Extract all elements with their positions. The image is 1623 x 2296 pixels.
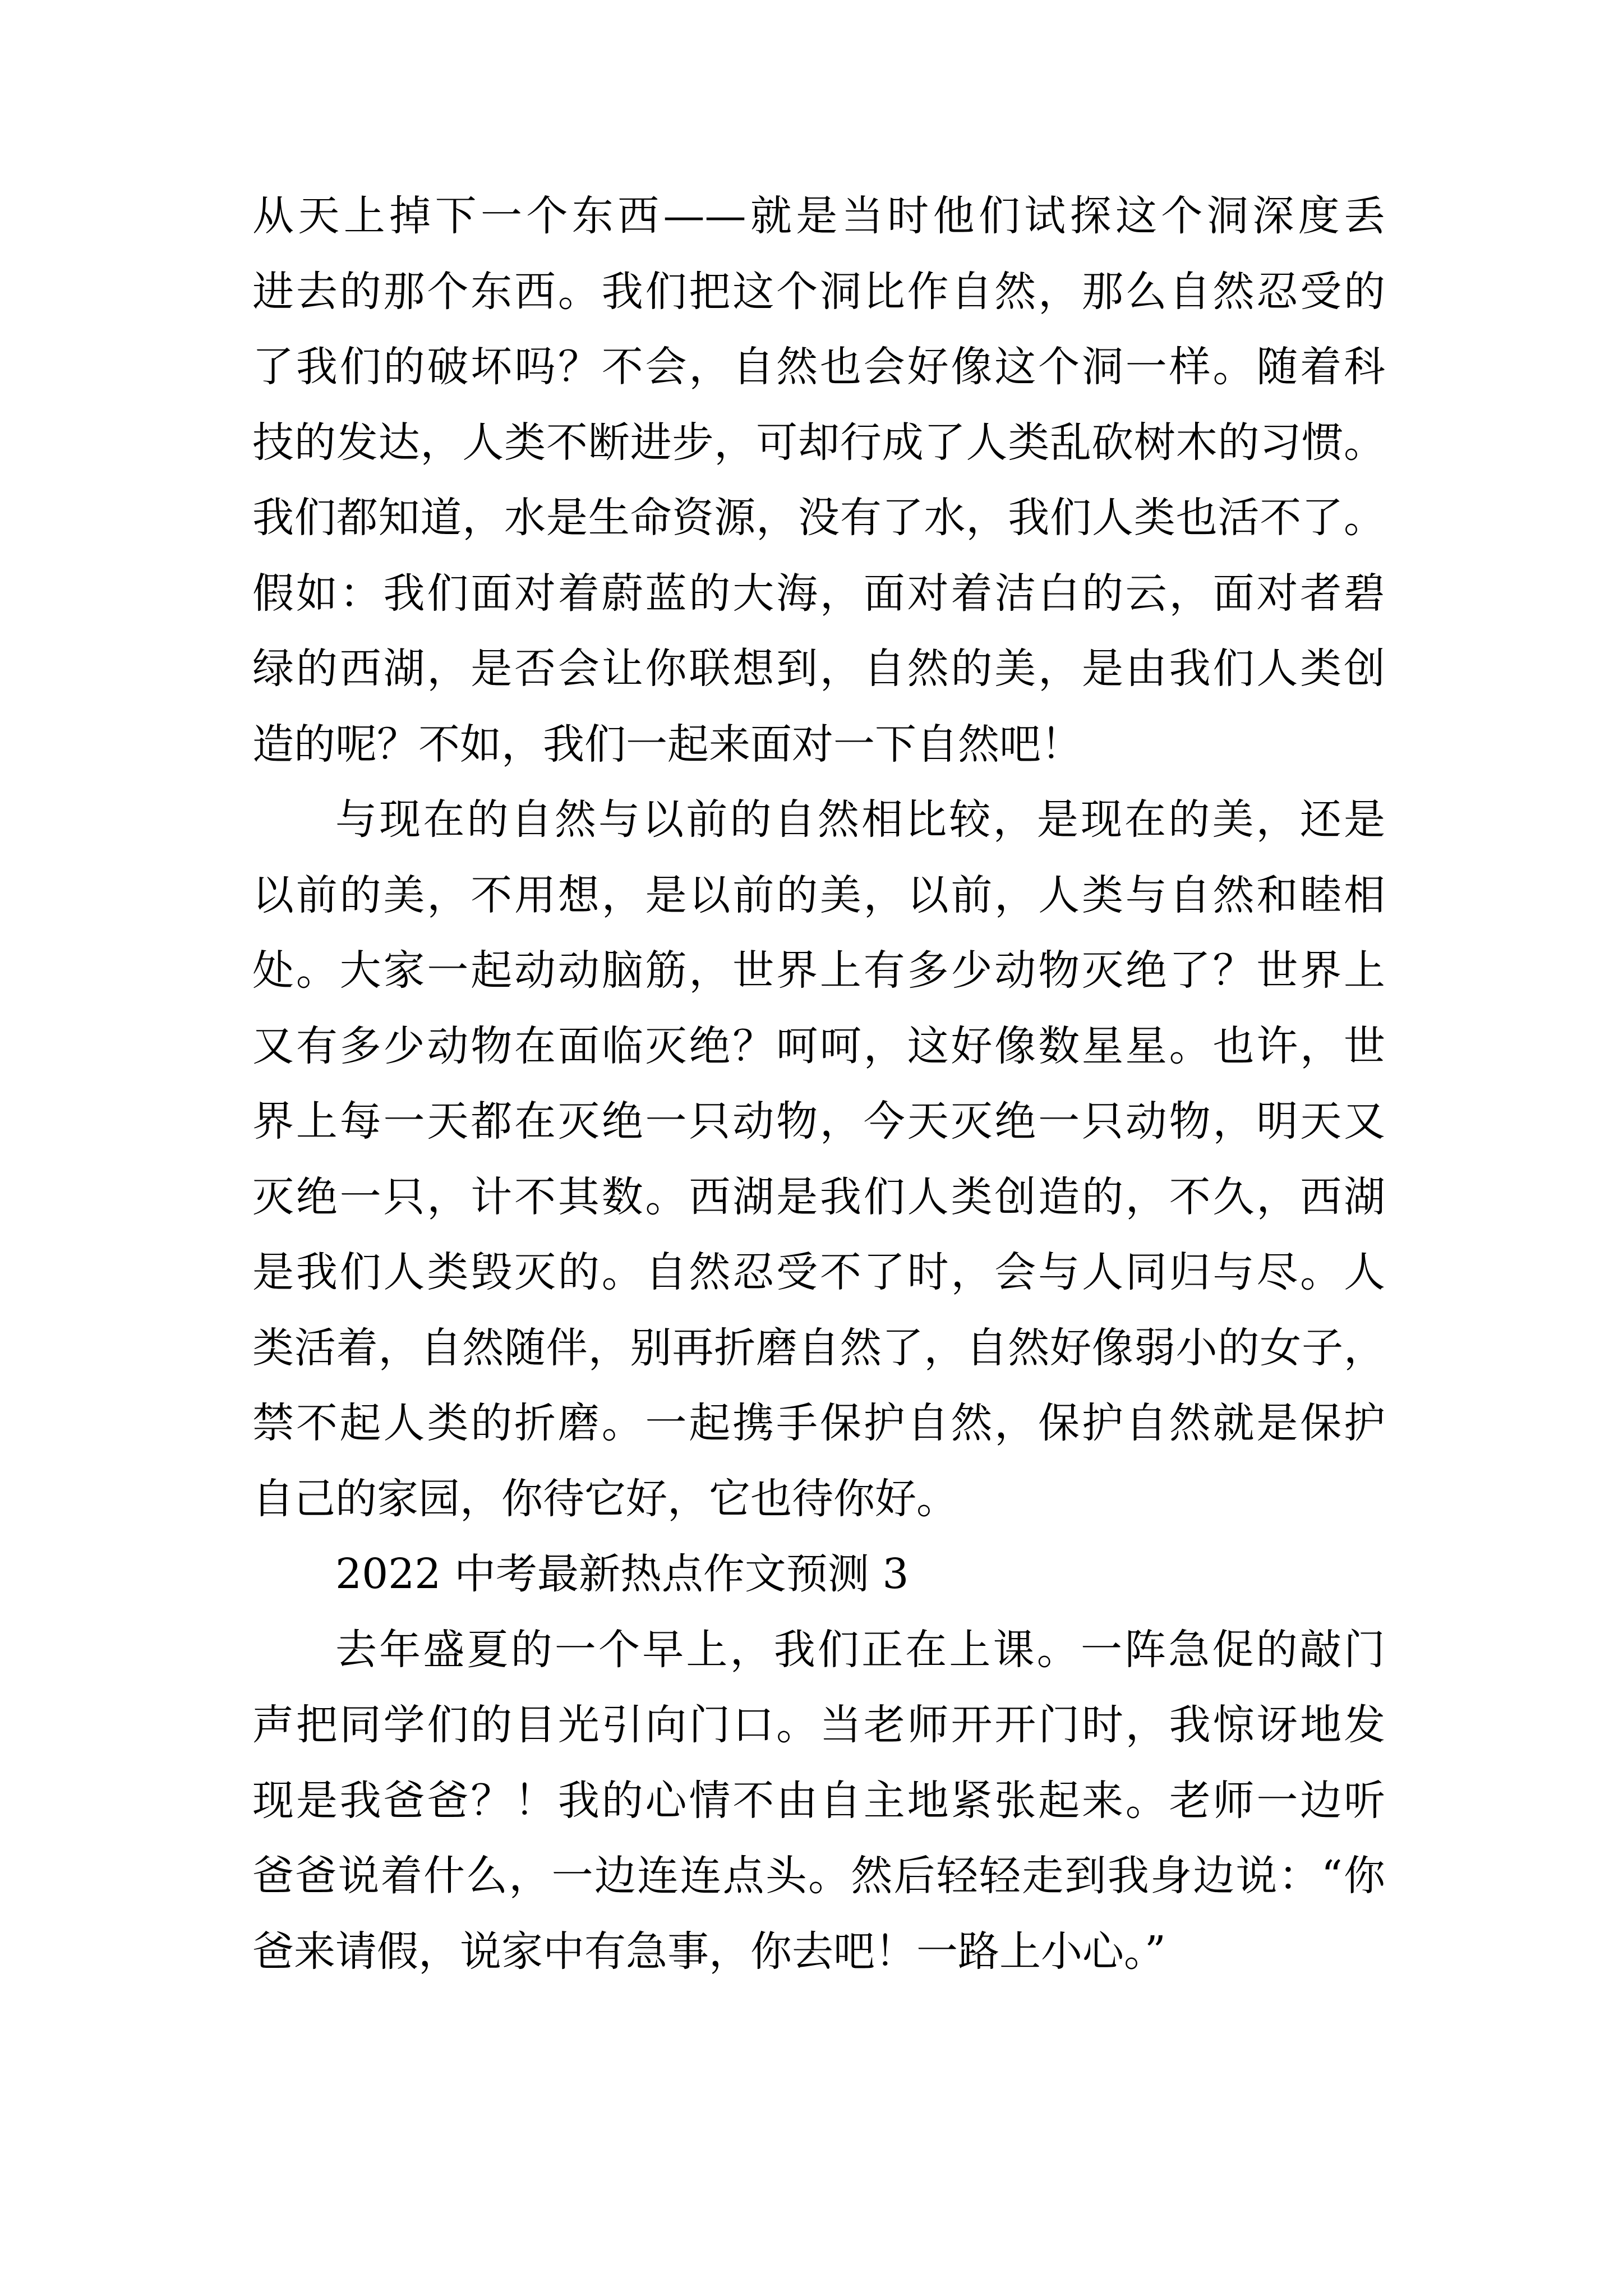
text-line: 了我们的破坏吗？不会，自然也会好像这个洞一样。随着科 bbox=[252, 343, 1385, 391]
text-line: 进去的那个东西。我们把这个洞比作自然，那么自然忍受的 bbox=[252, 267, 1385, 316]
text-line: 界上每一天都在灭绝一只动物，今天灭绝一只动物，明天又 bbox=[252, 1097, 1385, 1145]
text-line: 以前的美，不用想，是以前的美，以前，人类与自然和睦相 bbox=[252, 871, 1385, 919]
text-line: 与现在的自然与以前的自然相比较，是现在的美，还是 bbox=[335, 795, 1385, 844]
section-heading: 2022 中考最新热点作文预测 3 bbox=[335, 1550, 909, 1598]
text-line: 绿的西湖，是否会让你联想到，自然的美，是由我们人类创 bbox=[252, 645, 1385, 693]
text-line: 去年盛夏的一个早上，我们正在上课。一阵急促的敲门 bbox=[335, 1625, 1385, 1674]
document-body bbox=[252, 178, 1385, 1989]
text-line: 处。大家一起动动脑筋，世界上有多少动物灭绝了？世界上 bbox=[252, 946, 1385, 995]
text-line: 声把同学们的目光引向门口。当老师开开门时，我惊讶地发 bbox=[252, 1701, 1385, 1749]
text-line: 类活着，自然随伴，别再折磨自然了，自然好像弱小的女子， bbox=[252, 1323, 1385, 1372]
text-line: 造的呢？不如，我们一起来面对一下自然吧！ bbox=[252, 720, 1082, 769]
text-line: 是我们人类毁灭的。自然忍受不了时，会与人同归与尽。人 bbox=[252, 1248, 1385, 1296]
text-line: 自己的家园，你待它好，它也待你好。 bbox=[252, 1474, 958, 1523]
text-line: 爸来请假，说家中有急事，你去吧！一路上小心。” bbox=[252, 1927, 1166, 1976]
text-line: 禁不起人类的折磨。一起携手保护自然，保护自然就是保护 bbox=[252, 1399, 1385, 1447]
text-line: 现是我爸爸？！我的心情不由自主地紧张起来。老师一边听 bbox=[252, 1776, 1385, 1825]
text-line: 又有多少动物在面临灭绝？呵呵，这好像数星星。也许，世 bbox=[252, 1022, 1385, 1070]
text-line: 爸爸说着什么，一边连连点头。然后轻轻走到我身边说：“你 bbox=[252, 1852, 1385, 1900]
text-line: 从天上掉下一个东西——就是当时他们试探这个洞深度丢 bbox=[252, 192, 1385, 240]
text-line: 我们都知道，水是生命资源，没有了水，我们人类也活不了。 bbox=[252, 494, 1385, 542]
text-line: 灭绝一只，计不其数。西湖是我们人类创造的，不久，西湖 bbox=[252, 1172, 1385, 1221]
text-line: 假如：我们面对着蔚蓝的大海，面对着洁白的云，面对者碧 bbox=[252, 569, 1385, 618]
text-line: 技的发达，人类不断进步，可却行成了人类乱砍树木的习惯。 bbox=[252, 418, 1385, 467]
